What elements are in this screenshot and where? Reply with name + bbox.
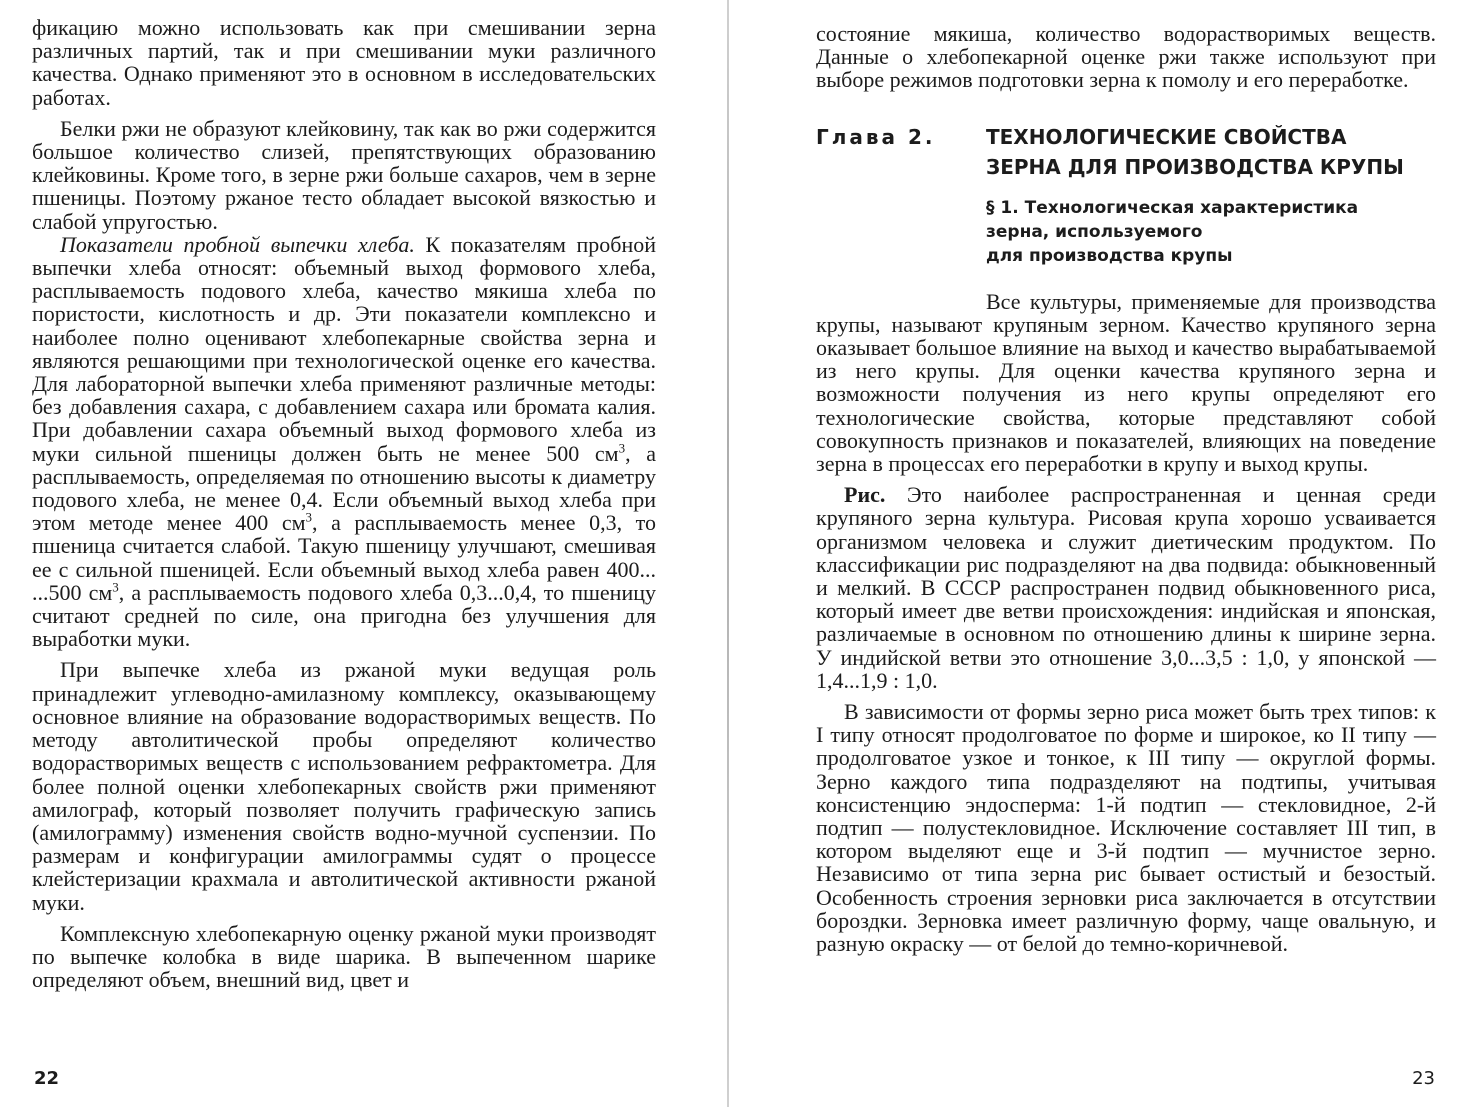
paragraph: [816, 483, 1436, 692]
section-title-line: зерна, используемого: [986, 221, 1203, 242]
superscript: 3: [618, 440, 626, 456]
right-text-column: [816, 22, 1436, 955]
paragraph: Комплексную хлебопекарную оценку ржаной муки производят по выпечке колобка в виде шарика. В выпеченном шарике определяют объем, внешний вид, цвет и: [32, 920, 656, 993]
left-page: [0, 0, 722, 1107]
superscript: 3: [112, 579, 119, 595]
book-gutter: [727, 0, 729, 1107]
chapter-heading: [816, 122, 1436, 182]
section-title-line: § 1. Технологическая характеристика: [986, 197, 1359, 218]
page-number: 23: [1412, 1068, 1435, 1089]
paragraph: Все культуры, применяемые для производства крупы, называют крупяным зерном. Качество крупяного зерна оказывает большое влияние на выход и качество вырабатываемой из него крупы. Для оценки качества крупяного зерна и возможности получения из него крупы определяют его технологические свойства, которые представляют собой совокупность признаков и показателей, влияющих на поведение зерна в процессах его переработки в крупу и выход крупы.: [816, 288, 1436, 477]
paragraph-text: Это наиболее распространенная и ценная среди крупяного зерна культура. Рисовая крупа хорошо усваивается организмом человека и служит диетическим продуктом. По классификации рис подразделяют на два подвида: обыкновенный и мелкий. В СССР распространен подвид обыкновенного риса, который имеет две ветви происхождения: индийская и японская, различаемые в основном по отношению длины к ширине зерна. У индийской ветви это отношение 3,0...3,5 : 1,0, у японской — 1,4...1,9 : 1,0.: [816, 482, 1437, 693]
paragraph: Белки ржи не образуют клейковину, так как во ржи содержится большое количество слизей, препятствующих образованию клейковины. Кроме того, в зерне ржи больше сахаров, чем в зерне пшеницы. Поэтому ржаное тесто обладает высокой вязкостью и слабой упругостью.: [32, 115, 656, 234]
paragraph: состояние мякиша, количество водорастворимых веществ. Данные о хлебопекарной оценке ржи также используют при выборе режимов подготовки зерна к помолу и его переработке.: [816, 21, 1436, 93]
left-text-column: [32, 16, 656, 991]
superscript: 3: [305, 509, 313, 525]
paragraph-text: , а расплываемость, определяемая по отношению высоты к диаметру подового хлеба, не менее 0,4. Если объемный выход хлеба при этом методе менее 400 см: [32, 440, 656, 536]
section-title: [986, 196, 1436, 268]
italic-lead: Показатели пробной выпечки хлеба.: [60, 231, 415, 257]
paragraph: В зависимости от формы зерно риса может быть трех типов: к I типу относят продолговатое по форме и широкое, ко II типу — продолговатое узкое и тонкое, к III типу — округлой формы. Зерно каждого типа подразделяют на подтипы, учитывая консистенцию эндосперма: 1-й подтип — стекловидное, 2-й подтип — полустекловидное. Исключение составляет III тип, в котором выделяют еще и 3-й подтип — мучнистое зерно. Независимо от типа зерна рис бывает остистый и безостый. Особенность строения зерновки риса заключается в отсутствии бороздки. Зерновка имеет различную форму, чаще овальную, и разную окраску — от белой до темно-коричневой.: [816, 699, 1436, 957]
paragraph: При выпечке хлеба из ржаной муки ведущая роль принадлежит углеводно-амилазному комплексу, оказывающему основное влияние на образование водорастворимых веществ. По методу автолитической пробы определяют количество водорастворимых веществ с использованием рефрактометра. Для более полной оценки хлебопекарных свойств ржи применяют амилограф, который позволяет получить графическую запись (амилограмму) изменения свойств водно-мучной суспензии. По размерам и конфигурации амилограммы судят о процессе клейстеризации крахмала и автолитической активности ржаной муки.: [32, 657, 656, 915]
chapter-label: Глава 2.: [816, 124, 936, 149]
bold-lead: Рис.: [844, 482, 886, 508]
paragraph-text: , а расплываемость подового хлеба 0,3...0,4, то пшеницу считают средней по силе, она пригодна без улучшения для выработки муки.: [32, 579, 656, 652]
section-title-line: для производства крупы: [986, 245, 1233, 266]
chapter-title: [986, 122, 1404, 182]
paragraph-text: К показателям пробной выпечки хлеба относят: объемный выход формового хлеба, расплываемость подового хлеба, качество мякиша хлеба по пористости, кислотность и др. Эти показатели комплексно и наиболее полно оценивают хлебопекарные свойства зерна и являются решающими при технологической оценке его качества. Для лабораторной выпечки хлеба применяют различные методы: без добавления сахара, с добавлением сахара или бромата калия. При добавлении сахара объемный выход формового хлеба из муки сильной пшеницы должен быть не менее 500 см: [32, 231, 656, 466]
chapter-title-line: ТЕХНОЛОГИЧЕСКИЕ СВОЙСТВА: [986, 124, 1347, 149]
chapter-title-line: ЗЕРНА ДЛЯ ПРОИЗВОДСТВА КРУПЫ: [986, 154, 1404, 179]
paragraph-text: , а расплываемость менее 0,3, то пшеница считается слабой. Такую пшеницу улучшают, смешивая ее с сильной пшеницей. Если объемный выход хлеба равен 400... ...500 см: [32, 510, 656, 605]
right-page: [738, 0, 1457, 1107]
page-number: 22: [34, 1068, 60, 1089]
paragraph: фикацию можно использовать как при смешивании зерна различных партий, так и при смешивании муки различного качества. Однако применяют это в основном в исследовательских работах.: [32, 15, 656, 110]
paragraph: [32, 233, 656, 651]
